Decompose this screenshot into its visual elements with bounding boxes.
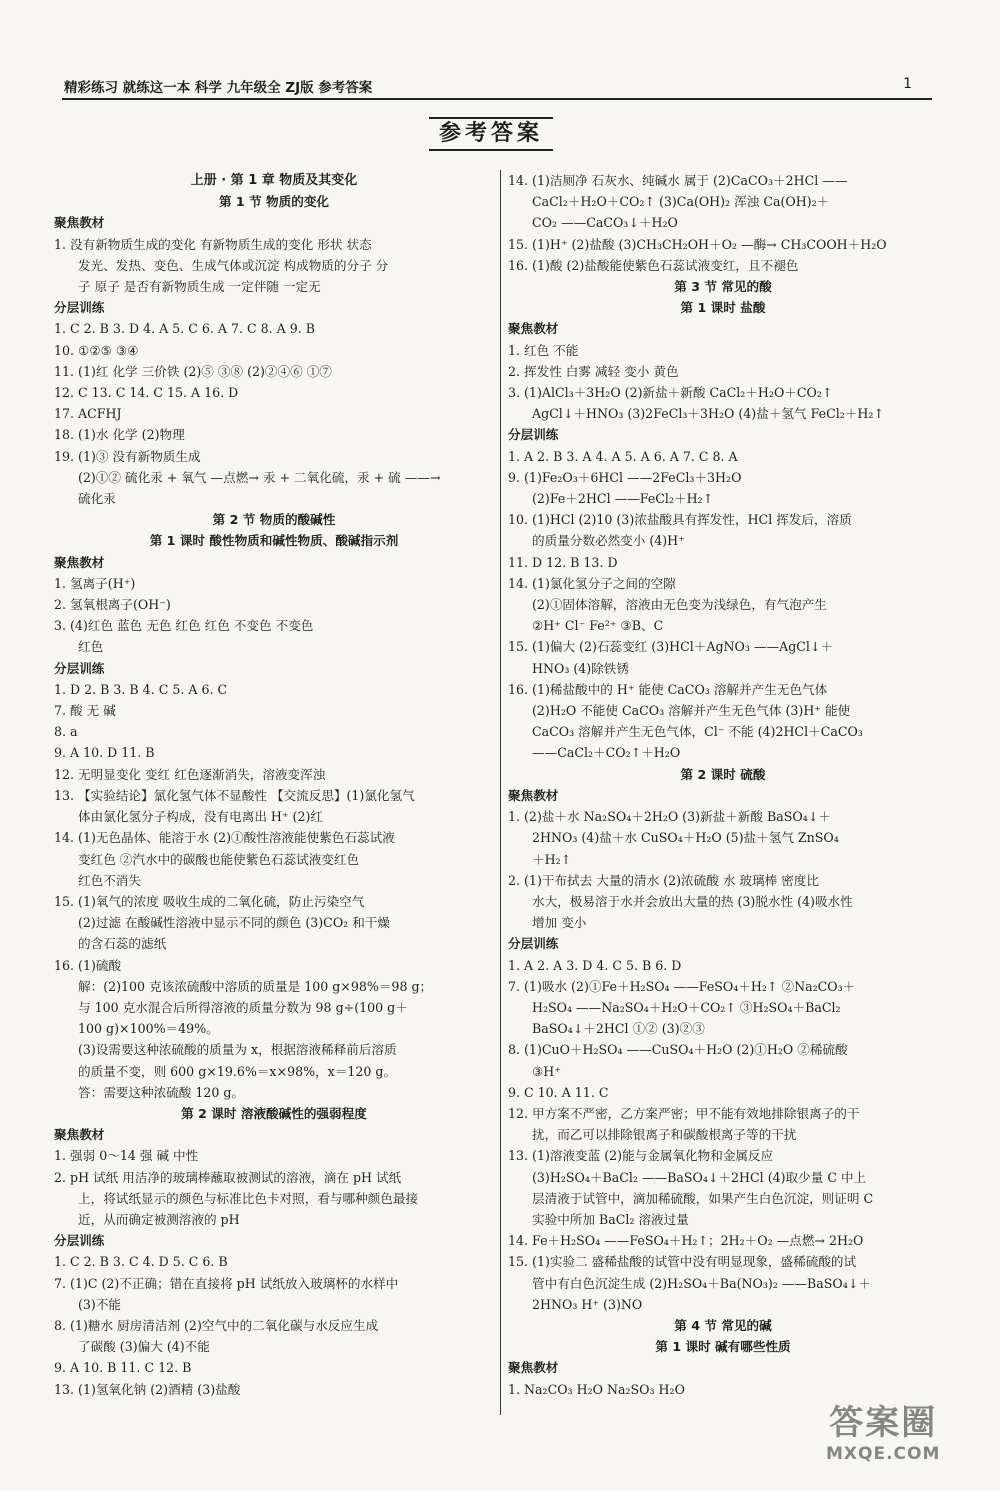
- section-heading: 第 2 课时 溶液酸碱性的强弱程度: [181, 1105, 367, 1121]
- subsection-label: 分层训练: [508, 427, 559, 443]
- answer-line: 15. (1)偏大 (2)石蕊变红 (3)HCl＋AgNO₃ ——AgCl↓＋: [508, 639, 834, 655]
- answer-line: 12. 甲方案不严密，乙方案严密；甲不能有效地排除银离子的干: [508, 1105, 860, 1121]
- left-column: [54, 170, 494, 1400]
- section-heading: 第 3 节 常见的酸: [674, 279, 772, 295]
- subsection-label: 分层训练: [54, 1233, 105, 1249]
- answer-line: 15. (1)H⁺ (2)盐酸 (3)CH₃CH₂OH＋O₂ —酶→ CH₃COOH＋H₂O: [508, 236, 887, 252]
- answer-line: 13. (1)氢氧化钠 (2)酒精 (3)盐酸: [54, 1381, 241, 1397]
- answer-continuation: 管中有白色沉淀生成 (2)H₂SO₄＋Ba(NO₃)₂ ——BaSO₄↓＋: [532, 1275, 871, 1291]
- page-number: 1: [903, 76, 912, 92]
- subsection-label: 聚焦教材: [54, 1127, 105, 1143]
- subsection-label: 分层训练: [508, 936, 559, 952]
- answer-continuation: 实验中所加 BaCl₂ 溶液过量: [532, 1211, 689, 1227]
- answer-line: 10. (1)HCl (2)10 (3)浓盐酸具有挥发性，HCl 挥发后，溶质: [508, 512, 852, 528]
- answer-continuation: ②H⁺ Cl⁻ Fe²⁺ ③B、C: [532, 618, 664, 634]
- answer-continuation: 2HNO₃ H⁺ (3)NO: [532, 1296, 643, 1312]
- answer-line: 17. ACFHJ: [54, 406, 122, 422]
- answer-continuation: HNO₃ (4)除铁锈: [532, 660, 629, 676]
- answer-continuation: (2)①② 硫化汞 + 氧气 —点燃→ 汞 + 二氧化硫，汞 + 硫 ——→: [78, 469, 441, 485]
- answer-continuation: 水大，极易溶于水并会放出大量的热 (3)脱水性 (4)吸水性: [532, 893, 853, 909]
- answer-continuation: (2)Fe＋2HCl ——FeCl₂＋H₂↑: [532, 491, 714, 507]
- answer-line: 18. (1)水 化学 (2)物理: [54, 427, 185, 443]
- answer-continuation: (3)H₂SO₄＋BaCl₂ ——BaSO₄↓＋2HCl (4)取少量 C 中上: [532, 1169, 867, 1185]
- right-column: [508, 170, 938, 1400]
- answer-line: 8. a: [54, 724, 78, 740]
- subsection-label: 聚焦教材: [54, 215, 105, 231]
- answer-line: 1. Na₂CO₃ H₂O Na₂SO₃ H₂O: [508, 1381, 685, 1397]
- answer-continuation: 答：需要这种浓硫酸 120 g。: [78, 1084, 245, 1100]
- watermark-url: MXQE.COM: [826, 1444, 941, 1464]
- answer-continuation: BaSO₄↓＋2HCl ①② (3)②③: [532, 1021, 705, 1037]
- answer-continuation: (2)过滤 在酸碱性溶液中显示不同的颜色 (3)CO₂ 和干燥: [78, 915, 390, 931]
- watermark-logo: [826, 1395, 940, 1464]
- answer-continuation: 2HNO₃ (4)盐＋水 CuSO₄＋H₂O (5)盐＋氢气 ZnSO₄: [532, 830, 839, 846]
- answer-line: 1. 氢离子(H⁺): [54, 575, 136, 591]
- answer-line: 1. C 2. B 3. D 4. A 5. C 6. A 7. C 8. A 9. B: [54, 321, 315, 337]
- answer-line: 9. C 10. A 11. C: [508, 1084, 609, 1100]
- answer-continuation: 增加 变小: [532, 915, 587, 931]
- answer-continuation: CaCl₂＋H₂O＋CO₂↑ (3)Ca(OH)₂ 浑浊 Ca(OH)₂＋: [532, 194, 830, 210]
- answer-continuation: 100 g)×100%＝49%。: [78, 1021, 219, 1037]
- answer-line: 12. 无明显变化 变红 红色逐渐消失，溶液变浑浊: [54, 766, 326, 782]
- answer-continuation: 子 原子 是否有新物质生成 一定伴随 一定无: [78, 279, 321, 295]
- answer-continuation: 了碳酸 (3)偏大 (4)不能: [78, 1339, 210, 1355]
- answer-continuation: 解：(2)100 克该浓硫酸中溶质的质量是 100 g×98%＝98 g；: [78, 978, 433, 994]
- answer-line: 1. 没有新物质生成的变化 有新物质生成的变化 形状 状态: [54, 236, 372, 252]
- answer-continuation: 红色不消失: [78, 872, 141, 888]
- section-heading: 第 1 课时 酸性物质和碱性物质、酸碱指示剂: [149, 533, 399, 549]
- section-heading: 第 1 节 物质的变化: [218, 194, 330, 210]
- answer-continuation: 与 100 克水混合后所得溶液的质量分数为 98 g÷(100 g＋: [78, 999, 408, 1015]
- subsection-label: 分层训练: [54, 660, 105, 676]
- answer-line: 1. A 2. B 3. A 4. A 5. A 6. A 7. C 8. A: [508, 448, 738, 464]
- answer-continuation: 的质量不变，则 600 g×19.6%＝x×98%，x＝120 g。: [78, 1063, 397, 1079]
- answer-continuation: 的含石蕊的滤纸: [78, 936, 167, 952]
- answer-line: 19. (1)③ 没有新物质生成: [54, 448, 201, 464]
- answer-continuation: 层清液于试管中，滴加稀硫酸，如果产生白色沉淀，则证明 C: [532, 1190, 874, 1206]
- answer-line: 1. D 2. B 3. B 4. C 5. A 6. C: [54, 681, 228, 697]
- answer-line: 9. A 10. B 11. C 12. B: [54, 1360, 192, 1376]
- answer-continuation: ＋H₂↑: [532, 851, 572, 867]
- answer-line: 14. (1)洁厕净 石灰水、纯碱水 属于 (2)CaCO₃＋2HCl ——: [508, 173, 848, 188]
- answer-line: 2. 挥发性 白雾 减轻 变小 黄色: [508, 363, 679, 379]
- answer-continuation: CaCO₃ 溶解并产生无色气体，Cl⁻ 不能 (4)2HCl＋CaCO₃: [532, 724, 863, 740]
- header-text: 精彩练习 就练这一本 科学 九年级全 ZJ版 参考答案: [64, 80, 373, 96]
- answer-line: 14. Fe＋H₂SO₄ ——FeSO₄＋H₂↑；2H₂＋O₂ —点燃→ 2H₂O: [508, 1233, 864, 1249]
- answer-line: 1. A 2. A 3. D 4. C 5. B 6. D: [508, 957, 682, 973]
- answer-continuation: (3)不能: [78, 1296, 122, 1312]
- answer-line: 9. (1)Fe₂O₃＋6HCl ——2FeCl₃＋3H₂O: [508, 469, 742, 485]
- answer-line: 7. (1)吸水 (2)①Fe＋H₂SO₄ ——FeSO₄＋H₂↑ ②Na₂CO₃＋: [508, 978, 856, 994]
- section-heading: 第 2 节 物质的酸碱性: [212, 512, 336, 528]
- answer-continuation: 的质量分数必然变小 (4)H⁺: [532, 533, 685, 549]
- section-heading: 第 1 课时 碱有哪些性质: [655, 1339, 791, 1355]
- answer-line: 11. D 12. B 13. D: [508, 554, 618, 570]
- subsection-label: 分层训练: [54, 300, 105, 316]
- section-heading: 第 1 课时 盐酸: [680, 300, 766, 316]
- answer-continuation: 发光、发热、变色、生成气体或沉淀 构成物质的分子 分: [78, 257, 389, 273]
- answer-line: 8. (1)CuO＋H₂SO₄ ——CuSO₄＋H₂O (2)①H₂O ②稀硫酸: [508, 1042, 848, 1058]
- answer-continuation: (3)设需要这种浓硫酸的质量为 x，根据溶液稀释前后溶质: [78, 1042, 397, 1058]
- answer-line: 13. 【实验结论】氯化氢气体不显酸性 【交流反思】(1)氯化氢气: [54, 787, 415, 803]
- answer-line: 1. 强弱 0～14 强 碱 中性: [54, 1148, 199, 1164]
- answer-line: 12. C 13. C 14. C 15. A 16. D: [54, 385, 239, 401]
- answer-line: 14. (1)氯化氢分子之间的空隙: [508, 575, 676, 591]
- page-title: 参考答案: [429, 117, 553, 151]
- subsection-label: 聚焦教材: [508, 321, 559, 337]
- answer-continuation: 体由氯化氢分子构成，没有电离出 H⁺ (2)红: [78, 809, 323, 825]
- answer-continuation: 红色: [78, 639, 104, 655]
- section-heading: 第 2 课时 硫酸: [680, 766, 766, 782]
- answer-line: 10. ①②⑤ ③④: [54, 342, 139, 358]
- subsection-label: 聚焦教材: [508, 1360, 559, 1376]
- answer-continuation: AgCl↓＋HNO₃ (3)2FeCl₃＋3H₂O (4)盐＋氢气 FeCl₂＋H₂↑: [532, 406, 884, 422]
- answer-line: 3. (1)AlCl₃＋3H₂O (2)新盐＋新酸 CaCl₂＋H₂O＋CO₂↑: [508, 385, 833, 401]
- answer-continuation: ——CaCl₂＋CO₂↑＋H₂O: [532, 745, 681, 761]
- watermark-text: 答案圈: [829, 1403, 938, 1443]
- answer-line: 7. (1)C (2)不正确；错在直接将 pH 试纸放入玻璃杯的水样中: [54, 1275, 399, 1291]
- answer-line: 14. (1)无色晶体、能溶于水 (2)①酸性溶液能使紫色石蕊试液: [54, 830, 395, 846]
- answer-line: 2. (1)干布拭去 大量的清水 (2)浓硫酸 水 玻璃棒 密度比: [508, 872, 819, 888]
- page-header: [62, 74, 932, 100]
- answer-continuation: H₂SO₄ ——Na₂SO₄＋H₂O＋CO₂↑ ③H₂SO₄＋BaCl₂: [532, 999, 841, 1015]
- answer-continuation: 上，将试纸显示的颜色与标准比色卡对照，看与哪种颜色最接: [78, 1190, 419, 1206]
- subsection-label: 聚焦教材: [54, 554, 105, 570]
- answer-line: 15. (1)实验二 盛稀盐酸的试管中没有明显现象，盛稀硫酸的试: [508, 1254, 857, 1270]
- answer-line: 1. 红色 不能: [508, 342, 579, 358]
- subsection-label: 聚焦教材: [508, 787, 559, 803]
- chapter-heading: 上册 · 第 1 章 物质及其变化: [190, 173, 358, 188]
- answer-line: 2. pH 试纸 用洁净的玻璃棒蘸取被测试的溶液，滴在 pH 试纸: [54, 1169, 402, 1185]
- answer-line: 3. (4)红色 蓝色 无色 红色 红色 不变色 不变色: [54, 618, 314, 634]
- answer-line: 15. (1)氧气的浓度 吸收生成的二氧化硫，防止污染空气: [54, 893, 365, 909]
- answer-line: 16. (1)硫酸: [54, 957, 122, 973]
- answer-line: 16. (1)稀盐酸中的 H⁺ 能使 CaCO₃ 溶解并产生无色气体: [508, 681, 828, 697]
- answer-continuation: ③H⁺: [532, 1063, 561, 1079]
- answer-line: 11. (1)红 化学 三价铁 (2)⑤ ③⑧ (2)②④⑥ ①⑦: [54, 363, 332, 379]
- answer-continuation: 扰，而乙可以排除银离子和碳酸根离子等的干扰: [532, 1127, 797, 1143]
- answer-continuation: CO₂ ——CaCO₃↓＋H₂O: [532, 215, 678, 231]
- answer-line: 2. 氢氧根离子(OH⁻): [54, 597, 171, 613]
- answer-line: 13. (1)溶液变蓝 (2)能与金属氧化物和金属反应: [508, 1148, 774, 1164]
- answer-continuation: 近，从而确定被测溶液的 pH: [78, 1211, 240, 1227]
- section-heading: 第 4 节 常见的碱: [674, 1317, 772, 1333]
- answer-line: 7. 酸 无 碱: [54, 703, 116, 719]
- answer-line: 16. (1)酸 (2)盐酸能使紫色石蕊试液变红，且不褪色: [508, 257, 799, 273]
- answer-line: 8. (1)糖水 厨房清洁剂 (2)空气中的二氧化碳与水反应生成: [54, 1317, 379, 1333]
- answer-continuation: (2)①固体溶解，溶液由无色变为浅绿色，有气泡产生: [532, 597, 827, 613]
- answer-line: 1. C 2. B 3. C 4. D 5. C 6. B: [54, 1254, 228, 1270]
- answer-continuation: 硫化汞: [78, 491, 116, 507]
- answer-line: 9. A 10. D 11. B: [54, 745, 155, 761]
- column-divider: [500, 170, 501, 1415]
- answer-continuation: 变红色 ②汽水中的碳酸也能使紫色石蕊试液变红色: [78, 851, 360, 867]
- answer-line: 1. (2)盐＋水 Na₂SO₄＋2H₂O (3)新盐＋新酸 BaSO₄↓＋: [508, 809, 831, 825]
- answer-continuation: (2)H₂O 不能使 CaCO₃ 溶解并产生无色气体 (3)H⁺ 能使: [532, 703, 851, 719]
